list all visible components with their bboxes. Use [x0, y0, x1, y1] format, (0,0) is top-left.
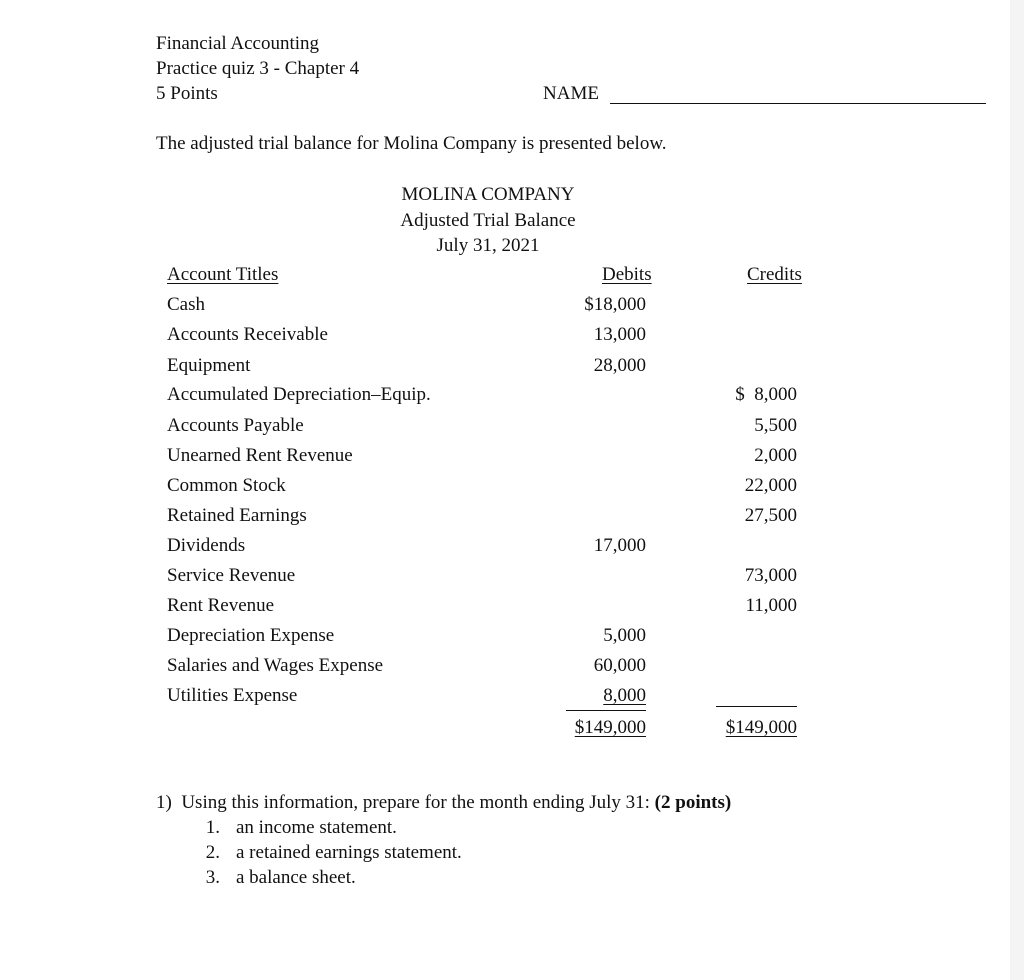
account-title: Utilities Expense [167, 685, 298, 706]
company-name: MOLINA COMPANY [401, 184, 575, 205]
credit-amount: 22,000 [744, 475, 797, 496]
account-title: Accounts Receivable [167, 324, 328, 345]
header-credits: Credits [747, 264, 802, 285]
list-number: 1. [205, 817, 220, 838]
credit-amount: $ 8,000 [735, 384, 797, 405]
intro-text: The adjusted trial balance for Molina Company is presented below. [156, 133, 667, 154]
debit-amount: 13,000 [593, 324, 646, 345]
account-title: Cash [167, 294, 205, 315]
account-title: Equipment [167, 355, 251, 376]
points-label: 5 Points [156, 83, 218, 104]
account-title: Accumulated Depreciation–Equip. [167, 384, 431, 405]
credit-total: $149,000 [725, 717, 797, 738]
name-label: NAME [543, 83, 599, 104]
account-title: Service Revenue [167, 565, 296, 586]
account-title: Salaries and Wages Expense [167, 655, 384, 676]
course-title: Financial Accounting [156, 33, 320, 54]
credit-amount: 2,000 [754, 445, 797, 466]
debit-amount: 5,000 [603, 625, 646, 646]
account-title: Rent Revenue [167, 595, 275, 616]
account-title: Retained Earnings [167, 505, 307, 526]
credit-amount: 73,000 [744, 565, 797, 586]
credit-total-rule [716, 706, 797, 707]
credit-amount: 11,000 [745, 595, 797, 616]
debit-amount: $18,000 [584, 294, 646, 315]
credit-amount: 5,500 [754, 415, 797, 436]
debit-amount: 60,000 [593, 655, 646, 676]
list-item: a balance sheet. [236, 867, 356, 888]
credit-amount: 27,500 [744, 505, 797, 526]
header-account-titles: Account Titles [167, 264, 279, 285]
debit-total: $149,000 [574, 717, 646, 738]
account-title: Common Stock [167, 475, 286, 496]
debit-amount: 17,000 [593, 535, 646, 556]
list-item: a retained earnings statement. [236, 842, 462, 863]
account-title: Accounts Payable [167, 415, 304, 436]
question-points: (2 points) [654, 792, 732, 813]
debit-amount: 28,000 [593, 355, 646, 376]
header-debits: Debits [602, 264, 652, 285]
list-number: 2. [205, 842, 220, 863]
account-title: Dividends [167, 535, 246, 556]
statement-title: Adjusted Trial Balance [400, 210, 576, 231]
account-title: Depreciation Expense [167, 625, 335, 646]
debit-total-rule [566, 710, 646, 711]
debit-amount: 8,000 [603, 685, 646, 706]
question-text [156, 792, 731, 814]
question-prompt: 1) Using this information, prepare for the month ending July 31: [156, 792, 655, 813]
list-item: an income statement. [236, 817, 397, 838]
quiz-title: Practice quiz 3 - Chapter 4 [156, 58, 360, 79]
name-line [610, 103, 986, 104]
account-title: Unearned Rent Revenue [167, 445, 353, 466]
statement-date: July 31, 2021 [436, 235, 540, 256]
list-number: 3. [205, 867, 220, 888]
